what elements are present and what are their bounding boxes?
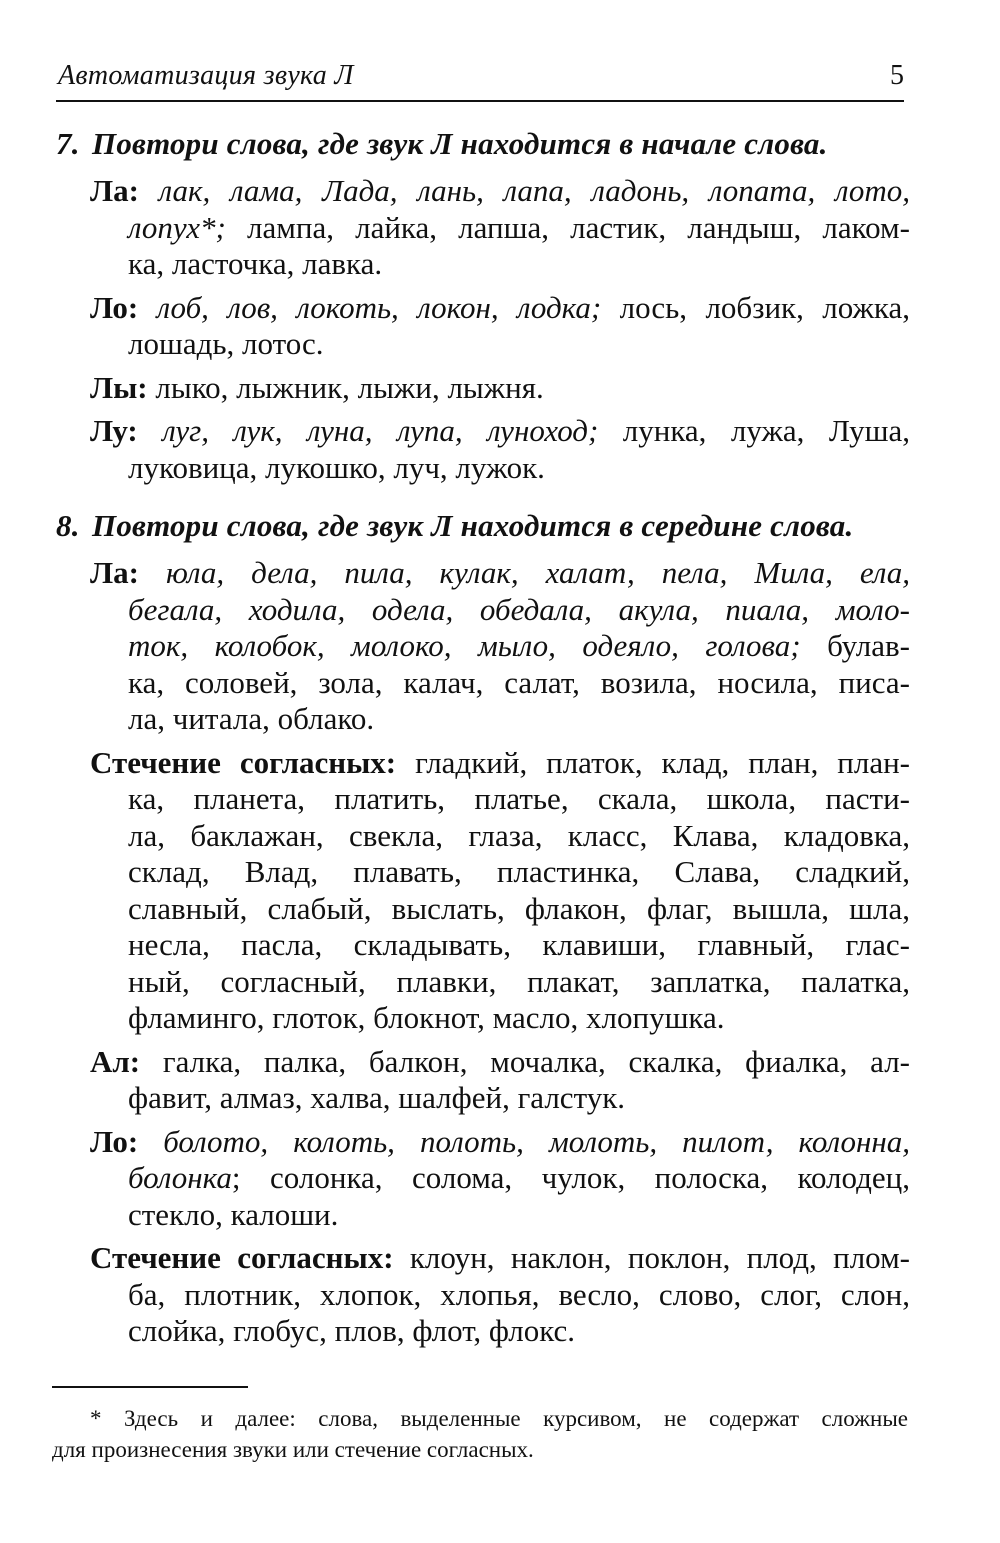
- ex7-lo-label: Ло:: [90, 289, 139, 325]
- footnote-line2: для произнесения звуки или стечение согласных.: [52, 1437, 534, 1462]
- ex8-la-line3-plain: булав-: [800, 628, 910, 663]
- ex8-cluster2-label: Стечение согласных:: [90, 1240, 394, 1275]
- ex7-group-ly: [90, 370, 910, 407]
- ex7-lu-line2: луковица, лукошко, луч, лужок.: [128, 449, 545, 485]
- ex8-lo-label: Ло:: [90, 1123, 139, 1159]
- ex7-lu-label: Лу:: [90, 413, 138, 448]
- exercise-8: [56, 508, 910, 1350]
- ex8-lo-line3: стекло, калоши.: [128, 1196, 339, 1232]
- ex8-cluster1-line1: гладкий, платок, клад, план, план-: [415, 744, 911, 780]
- ex7-la-line3: ка, ласточка, лавка.: [128, 246, 383, 281]
- ex8-cluster1-line6: несла, пасла, складывать, клавиши, главный, глас-: [128, 927, 910, 962]
- ex8-lo-line2-italic: болонка: [128, 1160, 232, 1195]
- ex8-cluster2-line1: клоун, наклон, поклон, плод, плом-: [409, 1240, 911, 1275]
- ex7-la-line2-plain: лампа, лайка, лапша, ластик, ландыш, лаком-: [225, 209, 910, 245]
- ex7-group-lu: [90, 413, 910, 486]
- ex8-cluster1-label: Стечение согласных:: [90, 744, 397, 780]
- ex8-cluster1-line2: ка, планета, платить, платье, скала, школа, пасти-: [128, 781, 910, 816]
- ex7-ly-label: Лы:: [90, 369, 148, 405]
- ex7-group-la: [90, 173, 910, 283]
- header-title: Автоматизация звука Л: [58, 60, 354, 91]
- ex8-cluster1-line3: ла, баклажан, свекла, глаза, класс, Клава, кладовка,: [128, 817, 910, 853]
- footnote: [52, 1403, 908, 1465]
- exercise-7-heading: [56, 126, 910, 162]
- ex8-cluster1-line4: склад, Влад, плавать, пластинка, Слава, сладкий,: [128, 854, 910, 889]
- ex8-la-line1: юла, дела, пила, кулак, халат, пела, Мила, ела,: [165, 555, 910, 590]
- ex7-lo-line2: лошадь, лотос.: [128, 326, 324, 361]
- exercise-8-heading-text: Повтори слова, где звук Л находится в середине слова.: [92, 508, 854, 543]
- ex8-la-line5: ла, читала, облако.: [128, 701, 375, 736]
- ex7-ly-line1: лыко, лыжник, лыжи, лыжня.: [155, 369, 544, 405]
- ex8-cluster1-line8: фламинго, глоток, блокнот, масло, хлопушка.: [128, 1000, 725, 1035]
- ex7-group-lo: [90, 290, 910, 363]
- ex8-group-al: [90, 1044, 910, 1117]
- ex8-al-label: Ал:: [90, 1043, 141, 1079]
- ex8-la-line3-italic: ток, колобок, молоко, мыло, одеяло, голова;: [128, 628, 801, 663]
- exercise-7-heading-text: Повтори слова, где звук Л находится в начале слова.: [92, 126, 828, 161]
- ex8-cluster2-line2: ба, плотник, хлопок, хлопья, весло, слово, слог, слон,: [128, 1276, 910, 1312]
- footnote-divider: [52, 1386, 248, 1388]
- ex8-lo-line2-plain: ; солонка, солома, чулок, полоска, колодец,: [231, 1160, 910, 1195]
- ex7-lu-line1-italic: луг, лук, луна, лупа, луноход;: [162, 413, 599, 448]
- ex7-lo-line1-plain: лось, лобзик, ложка,: [601, 289, 910, 325]
- ex8-la-line2: бегала, ходила, одела, обедала, акула, пиала, моло-: [128, 591, 910, 627]
- running-header: [56, 56, 904, 102]
- exercise-8-heading: [56, 508, 910, 544]
- ex8-group-lo: [90, 1124, 910, 1234]
- ex8-cluster2-line3: слойка, глобус, плов, флот, флокс.: [128, 1313, 576, 1348]
- ex8-la-line4: ка, соловей, зола, калач, салат, возила, носила, писа-: [128, 664, 910, 700]
- ex8-group-la: [90, 555, 910, 738]
- ex8-cluster1-line5: славный, слабый, выслать, флакон, флаг, вышла, шла,: [128, 890, 910, 926]
- ex7-la-line2-italic: лопух*;: [128, 209, 226, 245]
- page-number: 5: [890, 60, 904, 91]
- exercise-8-number: 8.: [56, 508, 80, 543]
- exercise-7: [56, 126, 910, 486]
- footnote-line1: * Здесь и далее: слова, выделенные курсивом, не содержат сложные: [90, 1406, 908, 1431]
- exercise-7-number: 7.: [56, 126, 80, 161]
- ex7-la-line1: лак, лама, Лада, лань, лапа, ладонь, лопата, лото,: [158, 173, 911, 208]
- ex8-cluster1-line7: ный, согласный, плавки, плакат, заплатка, палатка,: [128, 963, 910, 999]
- ex8-group-cluster-2: [90, 1240, 910, 1350]
- ex8-group-cluster-1: [90, 745, 910, 1037]
- ex7-lo-line1-italic: лоб, лов, локоть, локон, лодка;: [156, 289, 602, 325]
- ex8-al-line2: фавит, алмаз, халва, шалфей, галстук.: [128, 1080, 626, 1115]
- ex7-la-label: Ла:: [90, 173, 139, 208]
- ex7-lu-line1-plain: лунка, лужа, Луша,: [598, 413, 911, 448]
- ex8-lo-line1: болото, колоть, полоть, молоть, пилот, колонна,: [163, 1123, 910, 1159]
- ex8-la-label: Ла:: [90, 555, 139, 590]
- ex8-al-line1: галка, палка, балкон, мочалка, скалка, фиалка, ал-: [162, 1043, 910, 1079]
